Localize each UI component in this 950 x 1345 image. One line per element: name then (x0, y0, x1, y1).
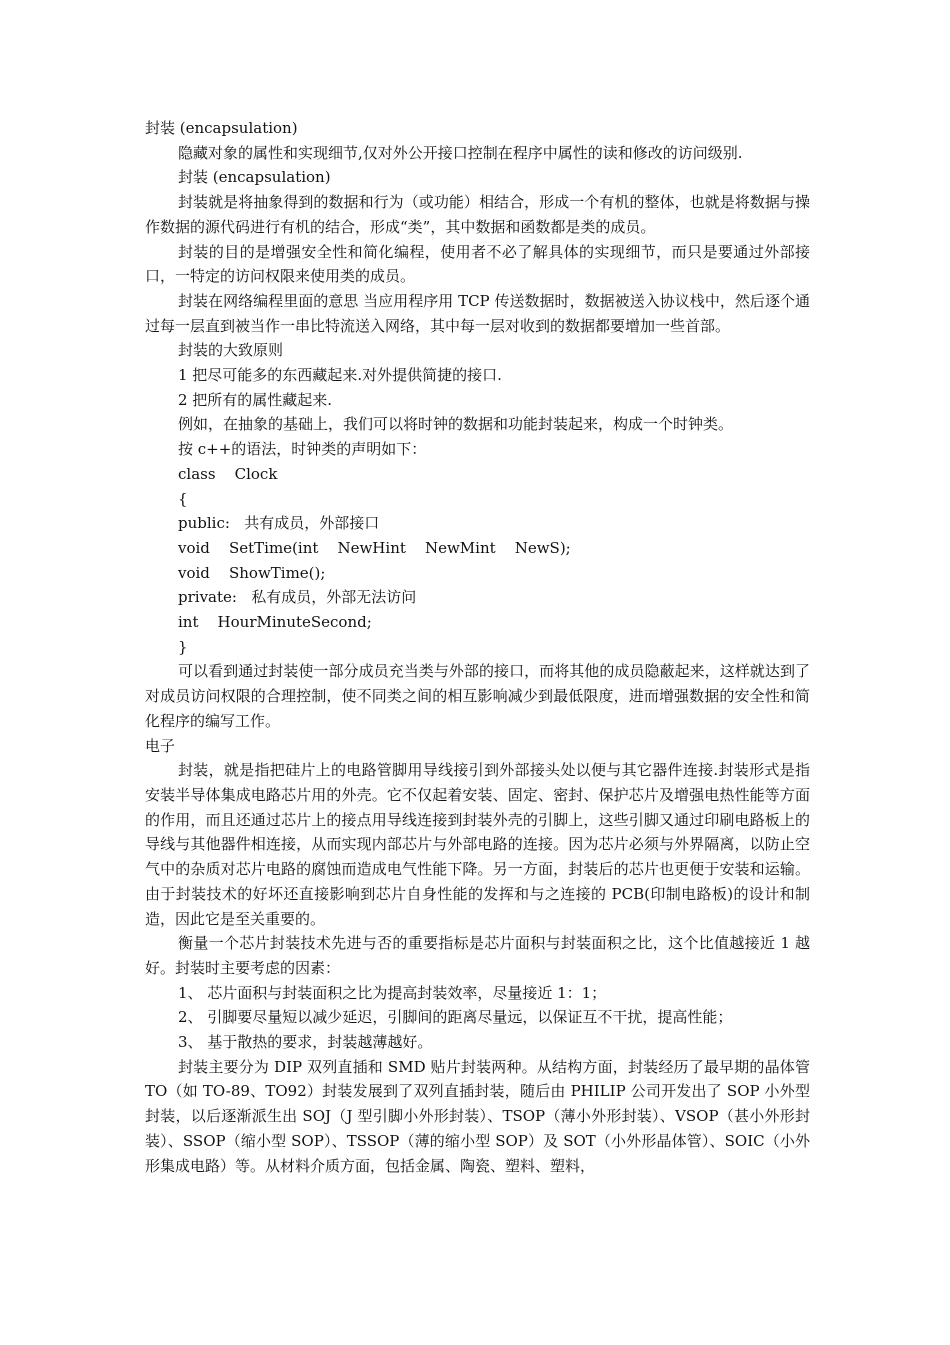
factor-item: 1、 芯片面积与封装面积之比为提高封装效率，尽量接近 1：1； (178, 983, 607, 1002)
paragraph: 封装在网络编程里面的意思 当应用程序用 TCP 传送数据时，数据被送入协议栈中，然后逐个通过每一层直到被当作一串比特流送入网络，其中每一层对收到的数据都要增加一些首部。 (145, 291, 810, 335)
paragraph: 例如，在抽象的基础上，我们可以将时钟的数据和功能封装起来，构成一个时钟类。 (178, 415, 734, 434)
document-body (145, 116, 810, 1178)
paragraph: 隐藏对象的属性和实现细节,仅对外公开接口控制在程序中属性的读和修改的访问级别. (178, 143, 743, 162)
heading-encapsulation: 封装 (encapsulation) (145, 119, 298, 137)
code-line: void SetTime(int NewHint NewMint NewS); (178, 538, 571, 557)
principle-item: 1 把尽可能多的东西藏起来.对外提供简捷的接口. (178, 366, 502, 385)
paragraph: 衡量一个芯片封装技术先进与否的重要指标是芯片面积与封装面积之比，这个比值越接近 1 越好。封装时主要考虑的因素： (145, 934, 810, 977)
code-line: private: 私有成员，外部无法访问 (178, 588, 417, 607)
paragraph: 可以看到通过封装使一部分成员充当类与外部的接口，而将其他的成员隐蔽起来，这样就达到了对成员访问权限的合理控制，使不同类之间的相互影响减少到最低限度，进而增强数据的安全性和简化程序的编写工作。 (145, 662, 810, 730)
principle-item: 2 把所有的属性藏起来. (178, 390, 333, 409)
factor-item: 3、 基于散热的要求，封装越薄越好。 (178, 1033, 433, 1052)
paragraph: 按 c++的语法，时钟类的声明如下： (178, 440, 427, 459)
code-line: void ShowTime(); (178, 563, 326, 582)
subheading-encapsulation: 封装 (encapsulation) (178, 168, 331, 187)
code-line: public: 共有成员，外部接口 (178, 514, 380, 533)
code-line: class Clock (178, 464, 278, 483)
code-line: { (178, 489, 188, 508)
paragraph: 封装主要分为 DIP 双列直插和 SMD 贴片封装两种。从结构方面，封装经历了最早期的晶体管 TO（如 TO-89、TO92）封装发展到了双列直插封装，随后由 PHILIP 公司开发出了 SOP 小外型封装，以后逐渐派生出 SOJ（J 型引脚小外形封装）、TSOP（薄小外形封装）、VSOP（甚小外形封装）、SSOP（缩小型 SOP）、TSSOP（薄的缩小型 SOP）及 SOT（小外形晶体管）、SOIC（小外形集成电路）等。从材料介质方面，包括金属、陶瓷、塑料、塑料， (145, 1057, 810, 1175)
section-heading-electronics: 电子 (145, 736, 176, 755)
paragraph: 封装的目的是增强安全性和简化编程，使用者不必了解具体的实现细节，而只是要通过外部接口，一特定的访问权限来使用类的成员。 (145, 242, 810, 286)
factor-item: 2、 引脚要尽量短以减少延迟，引脚间的距离尽量远，以保证互不干扰，提高性能； (178, 1008, 733, 1027)
code-line: int HourMinuteSecond; (178, 613, 372, 632)
paragraph: 封装就是将抽象得到的数据和行为（或功能）相结合，形成一个有机的整体，也就是将数据与操作数据的源代码进行有机的结合，形成“类”，其中数据和函数都是类的成员。 (145, 193, 810, 236)
paragraph: 封装，就是指把硅片上的电路管脚用导线接引到外部接头处以便与其它器件连接.封装形式是指安装半导体集成电路芯片用的外壳。它不仅起着安装、固定、密封、保护芯片及增强电热性能等方面的作用，而且还通过芯片上的接点用导线连接到封装外壳的引脚上，这些引脚又通过印刷电路板上的导线与其他器件相连接，从而实现内部芯片与外部电路的连接。因为芯片必须与外界隔离，以防止空气中的杂质对芯片电路的腐蚀而造成电气性能下降。另一方面，封装后的芯片也更便于安装和运输。由于封装技术的好坏还直接影响到芯片自身性能的发挥和与之连接的 PCB(印制电路板)的设计和制造，因此它是至关重要的。 (145, 761, 810, 928)
code-block (145, 462, 810, 660)
code-line: } (178, 637, 188, 656)
principles-heading: 封装的大致原则 (178, 341, 284, 360)
